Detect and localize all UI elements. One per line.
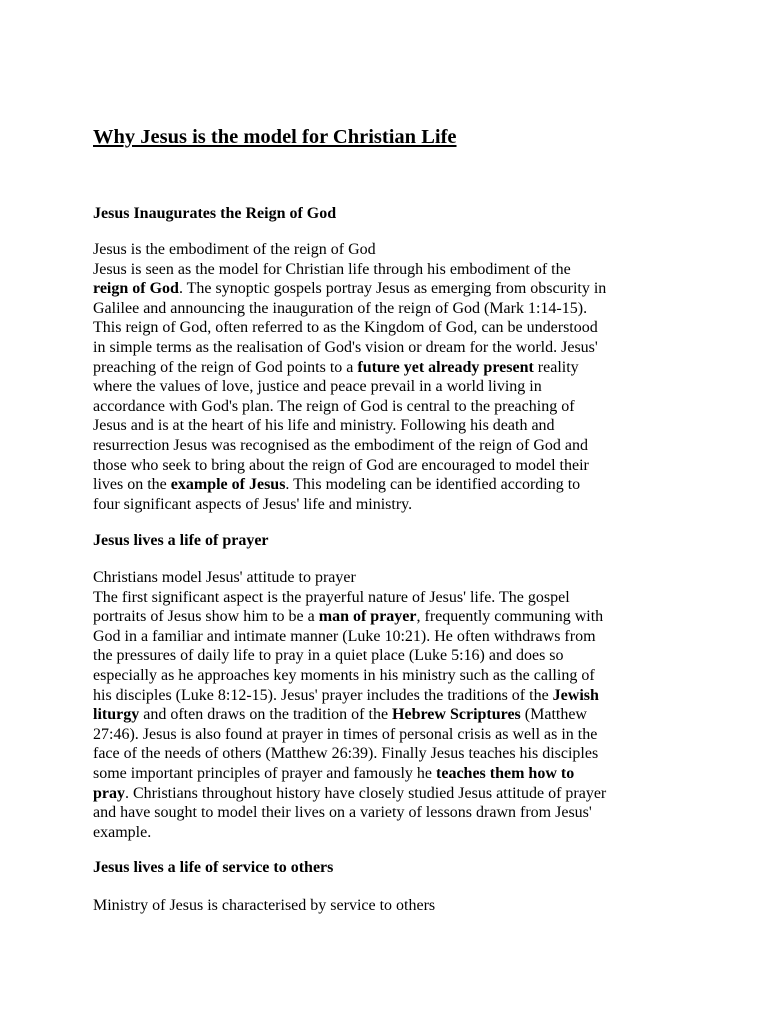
section-body-service [93,896,683,916]
text-run: This reign of God, often referred to as the Kingdom of God, can be understood [93,319,598,337]
section-body-reign-of-god [93,240,683,514]
text-line [93,338,683,358]
text-line [93,260,683,280]
text-run: Ministry of Jesus is characterised by service to others [93,897,436,914]
text-line [93,823,683,843]
text-line [93,475,683,495]
text-line [93,397,683,417]
text-run: and often draws on the tradition of the [139,706,393,724]
text-line [93,686,683,706]
text-line [93,279,683,299]
text-line [93,240,683,260]
text-run: accordance with God's plan. The reign of God is central to the preaching of [93,397,575,415]
text-line [93,705,683,725]
text-run: Christians model Jesus' attitude to prayer [93,569,356,586]
text-run: The first significant aspect is the prayerful nature of Jesus' life. The gospel [93,588,570,606]
text-run: the pressures of daily life to pray in a quiet place (Luke 5:16) and does so [93,647,564,665]
section-heading-prayer: Jesus lives a life of prayer [93,532,269,549]
text-line [93,784,683,804]
text-run: 27:46). Jesus is also found at prayer in times of personal crisis as well as in the [93,725,598,743]
bold-text-run: example of Jesus [170,476,286,494]
text-run: portraits of Jesus show him to be a [93,608,319,626]
text-run: where the values of love, justice and peace prevail in a world living in [93,378,542,396]
bold-text-run: future yet already present [357,358,534,376]
text-line [93,299,683,319]
text-line [93,377,683,397]
bold-text-run: pray [93,784,125,802]
text-run: Jesus and is at the heart of his life and ministry. Following his death and [93,417,555,435]
text-line [93,764,683,784]
text-line [93,495,683,515]
text-line [93,588,683,608]
section-heading-service: Jesus lives a life of service to others [93,859,334,876]
text-line [93,896,683,916]
bold-text-run: Hebrew Scriptures [392,706,521,724]
text-run: in simple terms as the realisation of God's vision or dream for the world. Jesus' [93,338,598,356]
bold-text-run: liturgy [93,706,140,724]
text-line [93,607,683,627]
text-line [93,646,683,666]
text-run: Galilee and announcing the inauguration of the reign of God (Mark 1:14-15). [93,299,588,317]
section-heading-reign-of-god: Jesus Inaugurates the Reign of God [93,205,337,222]
bold-text-run: teaches them how to [436,764,575,782]
text-run: . Christians throughout history have closely studied Jesus attitude of prayer [125,784,607,802]
text-line [93,416,683,436]
text-run: , frequently communing with [416,608,604,626]
text-run: lives on the [93,476,171,494]
text-line [93,666,683,686]
text-run: (Matthew [520,706,587,724]
text-run: God in a familiar and intimate manner (Luke 10:21). He often withdraws from [93,627,596,645]
text-line [93,436,683,456]
text-run: example. [93,823,152,841]
text-run: those who seek to bring about the reign of God are encouraged to model their [93,456,589,474]
text-run: especially as he approaches key moments in his ministry such as the calling of [93,666,595,684]
text-run: preaching of the reign of God points to a [93,358,358,376]
section-body-prayer [93,568,683,842]
bold-text-run: Jewish [552,686,599,704]
text-line [93,318,683,338]
text-run: and have sought to model their lives on a variety of lessons drawn from Jesus' [93,804,592,822]
text-line [93,568,683,588]
bold-text-run: reign of God [93,280,179,298]
text-run: reality [533,358,579,376]
bold-text-run: man of prayer [318,608,417,626]
text-line [93,803,683,823]
text-run: . This modeling can be identified according to [285,476,581,494]
text-run: his disciples (Luke 8:12-15). Jesus' prayer includes the traditions of the [93,686,553,704]
document-title: Why Jesus is the model for Christian Life [93,126,457,148]
text-line [93,456,683,476]
text-line [93,744,683,764]
text-line [93,725,683,745]
text-line [93,627,683,647]
text-run: four significant aspects of Jesus' life and ministry. [93,495,413,513]
text-run: resurrection Jesus was recognised as the embodiment of the reign of God and [93,436,588,454]
text-run: face of the needs of others (Matthew 26:39). Finally Jesus teaches his disciples [93,745,599,763]
text-run: Jesus is the embodiment of the reign of God [93,241,376,258]
text-run: some important principles of prayer and famously he [93,764,437,782]
text-run: Jesus is seen as the model for Christian life through his embodiment of the [93,260,571,278]
text-line [93,358,683,378]
text-run: . The synoptic gospels portray Jesus as emerging from obscurity in [178,280,607,298]
